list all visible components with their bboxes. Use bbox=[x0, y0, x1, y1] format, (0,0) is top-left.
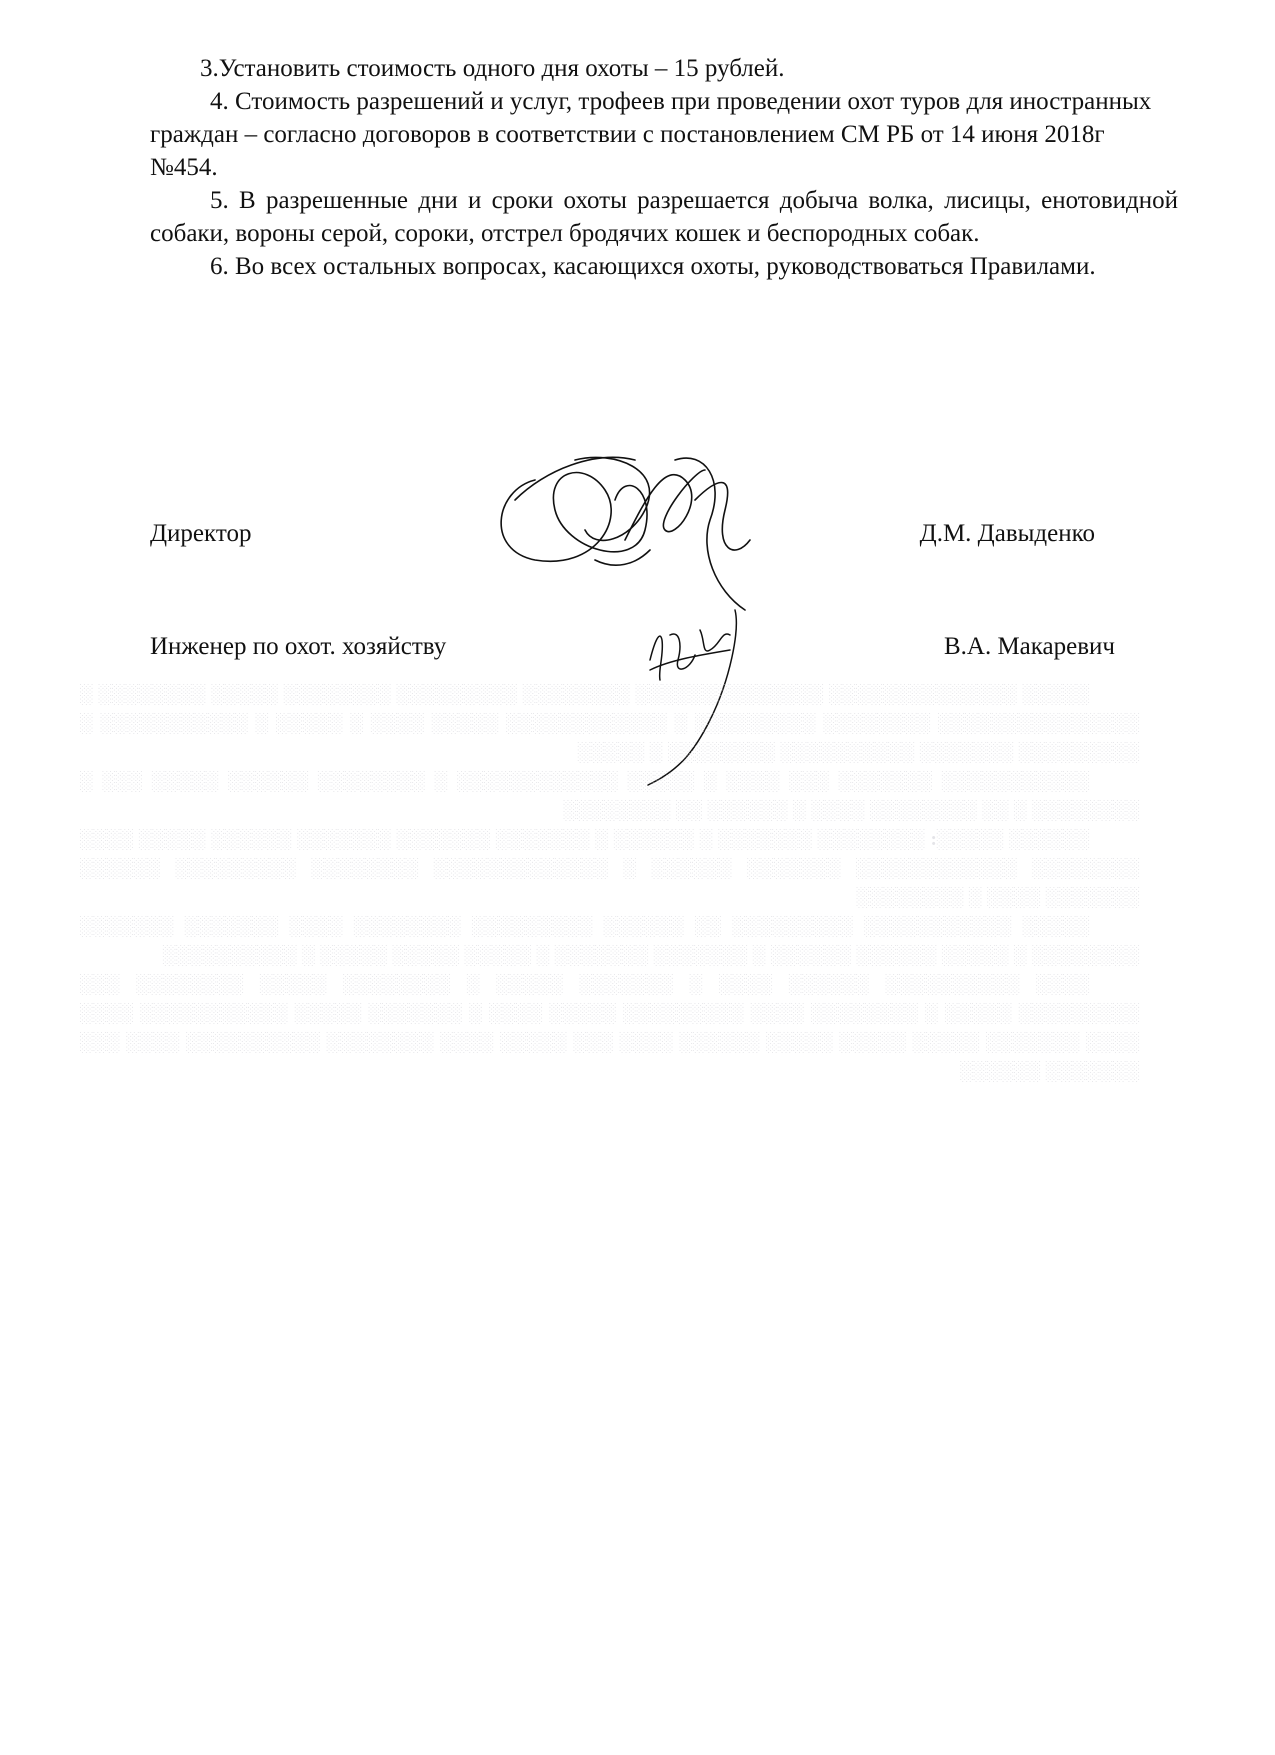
director-signature bbox=[475, 440, 775, 620]
bleed-through-text: ░░░░░ ░░░░░░░░░░░░░░ ░░░░░░░░░░░░░░ ░░░░░░░░ ░░░░░░░░░ ░░░░░░░░ ░░░░░ ░░░░░░░░ ░ ░░░░░░░░░░░░░░░ ░░░░░░░░ ░░░░░░░░░ ░ ░░░░░░░░░░░░ ░░░░░ ░░░░ ░ ░░░░░ ░ ░░░░░░░░░░░ ░ ░░░░░░░░░ ░░░░░░░ ░░░░░░░░░░ ░░░░░░░░ ░ ░░░░░ ░░░░░░░░░░░ ░░░░░░░ ░░░ ░░░░ ░ ░░░░░ ░░░░░░░░░░░░ ░ ░░░░░░░░ ░░░░░░ ░░░░░ ░░░ ░ ░░░░░░░░ ░ ░░ ░░░░░░░░ ░░░░ ░ ░░░░░░ ░░ ░░░░░░░░ ░░░░░░ ░░░░░: ░░░░░░░░ ░░░░░░░ ░ ░░░░░░ ░ ░░░░░░░ ░░░░░░░ ░░░░░░░ ░░░░░░ ░░░░░ ░░░░ ░░░░░░░░ ░░░░░░░░░░░░ ░░░░░░░ ░░░░░░ ░ ░░░░░░░░░░░░░ ░░░░░░░░ ░░░░░░░░░ ░░░░░░ ░░░░░░░ ░░░░ ░ ░░░░░░░░ ░░░░░ ░░░░░░░░░░░ ░░░░░░░░░ ░░ ░░░░░░ ░░░░░░░░░ ░░░░░░░░ ░░░░ ░░░░░░░ ░░░░░░░ ░░░░░░░░ ░ ░░░░░ ░░░░░░ ░░░░░░ ░ ░░░░░░░ ░░░░░░░ ░ ░░░░░ ░░░░░ ░░░░░ ░ ░░░░░░░░░░ ░░░░ ░░░░░░░░░░ ░░░░░░ ░░░░ ░ ░░░░░░░ ░░░░░ ░ ░░░░░░░░ ░░░░░ ░░░░░░░░ ░░░ ░░░░░░░░░ ░░░░░ ░ ░░░░░░░░ ░░░░ ░░░░░░░░░ ░░░░░ ░░░░ ░ ░░░░░░░ ░░░░░ ░░░░░░░░░░░ ░░░░ ░░░░ ░░░░░░░ ░░░░░ ░░░░░ ░░░░░ ░░░░░░ ░░░░ ░░░ ░░░░░ ░░░░ ░░░░░░░░ ░░░░░░░░░░ ░░░░ ░░░ ░░░░░░░ ░░░░░░ bbox=[80, 684, 1140, 1082]
signatory-name: В.А. Макаревич bbox=[943, 633, 1115, 660]
paragraph-6: 6. Во всех остальных вопросах, касающихся охоты, руководствоваться Правилами. bbox=[210, 253, 1096, 280]
signatory-title: Директор bbox=[150, 520, 252, 547]
paragraph-5: 5. В разрешенные дни и сроки охоты разрешается добыча волка, лисицы, енотовидной собаки, вороны серой, сороки, отстрел бродячих кошек и беспородных собак. bbox=[150, 187, 1178, 247]
paragraph-3: 3.Установить стоимость одного дня охоты – 15 рублей. bbox=[200, 55, 785, 82]
signature-row-engineer bbox=[150, 633, 1115, 661]
signatory-name: Д.М. Давыденко bbox=[919, 520, 1095, 547]
paragraph-4: 4. Стоимость разрешений и услуг, трофеев при проведении охот туров для иностранных граждан – согласно договоров в соответствии с постановлением СМ РБ от 14 июня 2018г №454. bbox=[150, 88, 1152, 181]
signatory-title: Инженер по охот. хозяйству bbox=[150, 633, 447, 660]
document-body bbox=[150, 52, 1178, 283]
